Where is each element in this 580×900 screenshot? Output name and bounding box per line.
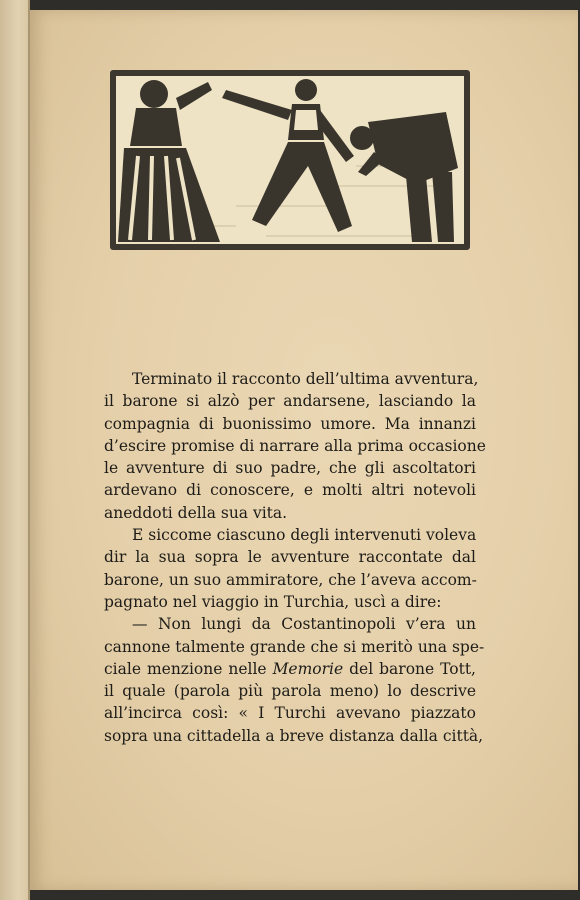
text-line: cannone talmente grande che si meritò una spe- [104,637,485,656]
text-line: le avventure di suo padre, che gli ascoltatori [104,459,476,478]
italic-title: Memorie [272,659,344,678]
paragraph-3 [104,613,485,747]
text-line: d’escire promise di narrare alla prima occasione [104,436,486,455]
woodcut-illustration [110,70,470,250]
text-line: — Non lungi da Costantinopoli v’era un [132,615,476,634]
text-line: E siccome ciascuno degli intervenuti voleva [132,526,477,545]
text-line: aneddoti della sua vita. [104,503,288,522]
text-fragment: del barone Tott, [343,659,476,678]
text-line: il quale (parola più parola meno) lo descrive [104,682,476,701]
text-line: il barone si alzò per andarsene, lasciando la [104,392,476,411]
book-page [30,10,578,890]
text-line: ardevano di conoscere, e molti altri notevoli [104,481,476,500]
left-page-edge [0,0,30,900]
text-line: dir la sua sopra le avventure raccontate dal [104,548,476,567]
text-line: sopra una cittadella a breve distanza dalla città, [104,726,484,745]
text-line: barone, un suo ammiratore, che l’aveva accom- [104,570,477,589]
text-fragment: ciale menzione nelle [104,659,267,678]
paragraph-1 [104,368,486,524]
woodcut-drawing [116,76,464,244]
text-line: all’incirca così: « I Turchi avevano piazzato [104,704,476,723]
text-line [104,658,476,680]
paragraph-2 [104,524,476,613]
text-line: pagnato nel viaggio in Turchia, uscì a dire: [104,592,442,611]
text-line: Terminato il racconto dell’ultima avventura, [132,370,479,388]
text-line: compagnia di buonissimo umore. Ma innanzi [104,414,476,433]
body-text [104,368,486,747]
